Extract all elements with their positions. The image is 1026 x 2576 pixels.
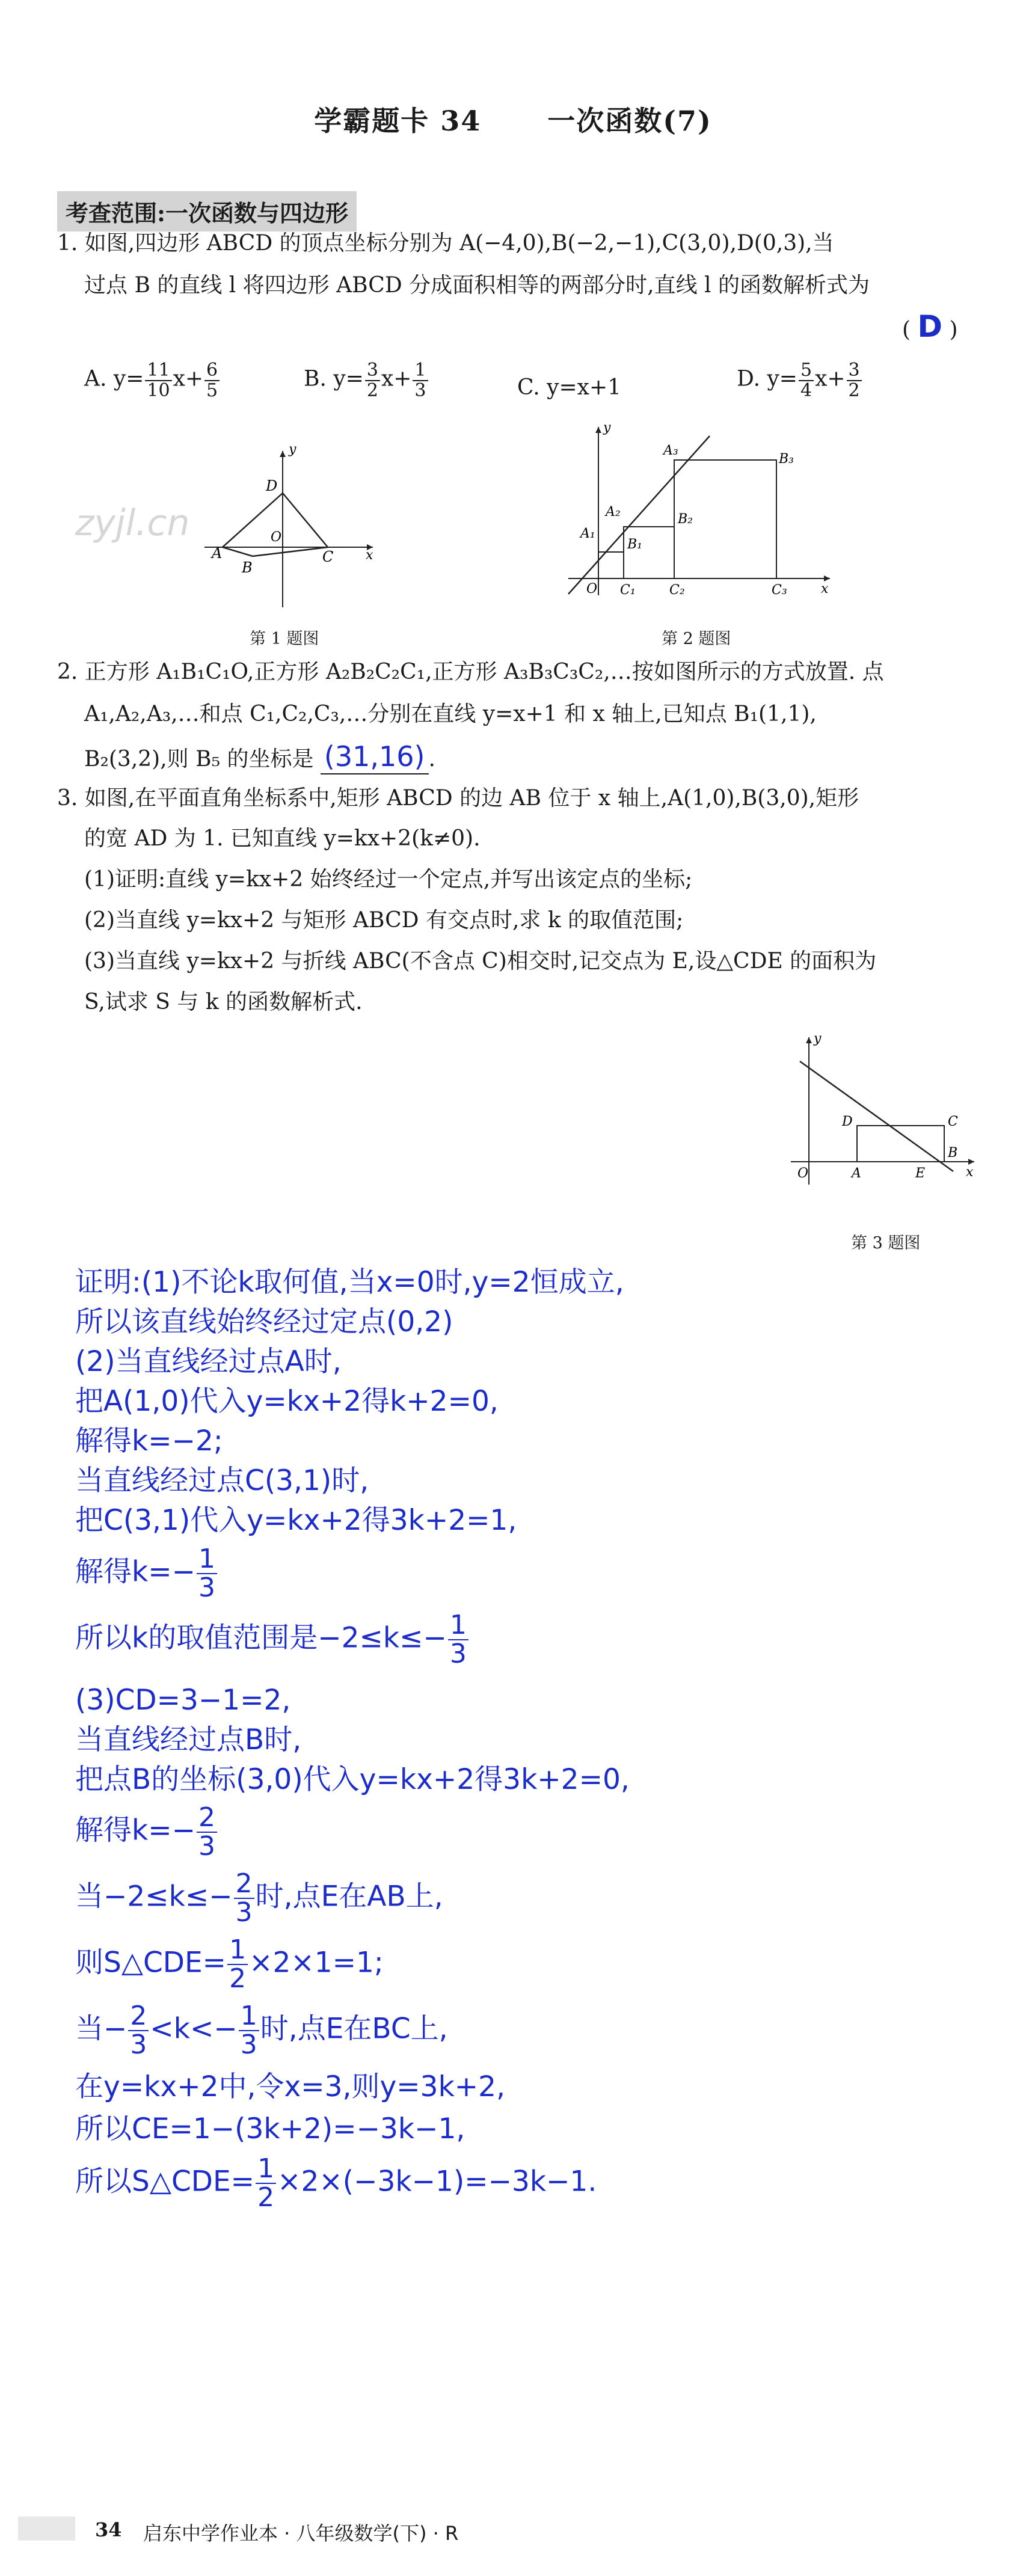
solution-line-11: 当直线经过点B时,	[75, 1723, 302, 1756]
q1-option-a: A. y= $\frac{11}{10}$ x+ $\frac{6}{5}$	[84, 361, 221, 400]
svg-text:y: y	[289, 442, 296, 457]
q3-line1: 3. 如图,在平面直角坐标系中,矩形 ABCD 的边 AB 位于 x 轴上,A(1,0),B(3,0),矩形	[57, 786, 859, 811]
q3-line3: (1)证明:直线 y=kx+2 始终经过一个定点,并写出该定点的坐标;	[84, 867, 693, 892]
svg-text:A: A	[212, 545, 223, 562]
figure-2-caption: 第 2 题图	[662, 630, 731, 648]
solution-line-3: (2)当直线经过点A时,	[75, 1345, 342, 1378]
q1-answer-bracket	[902, 309, 958, 344]
svg-text:B: B	[242, 559, 253, 576]
title-card-number: 学霸题卡 34	[314, 105, 482, 137]
solution-line-12: 把点B的坐标(3,0)代入y=kx+2得3k+2=0,	[75, 1763, 630, 1796]
page-title	[0, 99, 1026, 139]
q2-line1: 2. 正方形 A₁B₁C₁O,正方形 A₂B₂C₂C₁,正方形 A₃B₃C₃C₂,…按如图所示的方式放置. 点	[57, 660, 884, 684]
q2-line3: B₂(3,2),则 B₅ 的坐标是 (31,16) .	[84, 743, 435, 774]
q1-option-d: D. y= $\frac{5}{4}$ x+ $\frac{3}{2}$	[737, 361, 863, 400]
solution-line-15: 则S△CDE= $\frac{1}{2}$ ×2×1=1;	[75, 1934, 384, 1995]
q1-answer: D	[917, 309, 943, 344]
solution-line-16: 当− $\frac{2}{3}$ <k<− $\frac{1}{3}$ 时,点E在BC上,	[75, 2001, 448, 2061]
svg-text:C₂: C₂	[669, 583, 685, 598]
solution-line-1: 证明:(1)不论k取何值,当x=0时,y=2恒成立,	[75, 1266, 624, 1299]
solution-line-2: 所以该直线始终经过定点(0,2)	[75, 1305, 453, 1339]
svg-text:D: D	[842, 1114, 853, 1129]
svg-text:D: D	[266, 477, 278, 494]
footer-page-number: 34	[95, 2518, 122, 2541]
solution-line-7: 把C(3,1)代入y=kx+2得3k+2=1,	[75, 1504, 517, 1537]
footer-decoration	[18, 2516, 75, 2541]
q1-option-b: B. y= $\frac{3}{2}$ x+ $\frac{1}{3}$	[304, 361, 429, 400]
svg-text:B₃: B₃	[779, 452, 794, 467]
q1-line1: 1. 如图,四边形 ABCD 的顶点坐标分别为 A(−4,0),B(−2,−1),C(3,0),D(0,3),当	[57, 231, 834, 256]
q1-answer-open: (	[902, 317, 911, 342]
svg-text:y: y	[603, 420, 611, 435]
svg-text:C₃: C₃	[772, 583, 787, 598]
footer-book-title: 启东中学作业本 · 八年级数学(下) · R	[143, 2522, 459, 2545]
svg-text:A: A	[852, 1166, 861, 1181]
svg-text:y: y	[814, 1031, 822, 1046]
solution-line-6: 当直线经过点C(3,1)时,	[75, 1464, 369, 1497]
q2-line2: A₁,A₂,A₃,…和点 C₁,C₂,C₃,…分别在直线 y=x+1 和 x 轴上,已知点 B₁(1,1),	[84, 702, 817, 726]
q1-line2: 过点 B 的直线 l 将四边形 ABCD 分成面积相等的两部分时,直线 l 的函数解析式为	[84, 273, 870, 298]
svg-text:C: C	[948, 1114, 958, 1129]
watermark: zyjl.cn	[75, 502, 190, 544]
figure-2	[562, 415, 839, 601]
svg-text:x: x	[966, 1165, 974, 1180]
solution-line-5: 解得k=−2;	[75, 1424, 223, 1458]
solution-line-19: 所以S△CDE= $\frac{1}{2}$ ×2×(−3k−1)=−3k−1.	[75, 2153, 597, 2213]
figure-3	[782, 1022, 986, 1197]
svg-text:C: C	[322, 548, 334, 565]
svg-text:x: x	[821, 581, 829, 596]
section-label: 考查范围:一次函数与四边形	[57, 191, 357, 232]
solution-line-4: 把A(1,0)代入y=kx+2得k+2=0,	[75, 1385, 499, 1418]
svg-text:A₂: A₂	[606, 504, 621, 520]
svg-text:O: O	[271, 530, 282, 545]
figure-1	[198, 439, 397, 613]
solution-line-17: 在y=kx+2中,令x=3,则y=3k+2,	[75, 2070, 506, 2103]
svg-text:B₁: B₁	[627, 537, 642, 552]
q2-answer: (31,16)	[324, 740, 425, 773]
solution-line-13: 解得k=− $\frac{2}{3}$	[75, 1804, 218, 1860]
svg-text:A₁: A₁	[580, 526, 595, 541]
svg-text:x: x	[366, 548, 373, 563]
q1-answer-close: )	[949, 317, 958, 342]
q3-line6: S,试求 S 与 k 的函数解析式.	[84, 990, 363, 1014]
solution-line-18: 所以CE=1−(3k+2)=−3k−1,	[75, 2112, 465, 2145]
svg-text:O: O	[586, 581, 598, 596]
figure-1-caption: 第 1 题图	[250, 630, 319, 648]
svg-text:B₂: B₂	[678, 512, 693, 527]
solution-line-14: 当−2≤k≤− $\frac{2}{3}$ 时,点E在AB上,	[75, 1868, 443, 1928]
q3-line2: 的宽 AD 为 1. 已知直线 y=kx+2(k≠0).	[84, 826, 481, 851]
q3-line4: (2)当直线 y=kx+2 与矩形 ABCD 有交点时,求 k 的取值范围;	[84, 908, 684, 933]
q1-option-c: C. y=x+1	[517, 375, 622, 400]
line-y-kx-plus-2	[800, 1061, 953, 1171]
solution-line-9: 所以k的取值范围是−2≤k≤− $\frac{1}{3}$	[75, 1612, 470, 1668]
svg-text:B: B	[948, 1145, 958, 1161]
svg-text:E: E	[915, 1166, 926, 1181]
svg-text:A₃: A₃	[663, 443, 678, 458]
svg-text:O: O	[797, 1166, 809, 1181]
svg-text:C₁: C₁	[620, 583, 636, 598]
figure-3-caption: 第 3 题图	[851, 1234, 921, 1253]
q3-line5: (3)当直线 y=kx+2 与折线 ABC(不含点 C)相交时,记交点为 E,设△CDE 的面积为	[84, 949, 877, 974]
title-topic: 一次函数(7)	[547, 105, 712, 137]
solution-line-10: (3)CD=3−1=2,	[75, 1684, 291, 1717]
solution-line-8: 解得k=− $\frac{1}{3}$	[75, 1545, 218, 1602]
